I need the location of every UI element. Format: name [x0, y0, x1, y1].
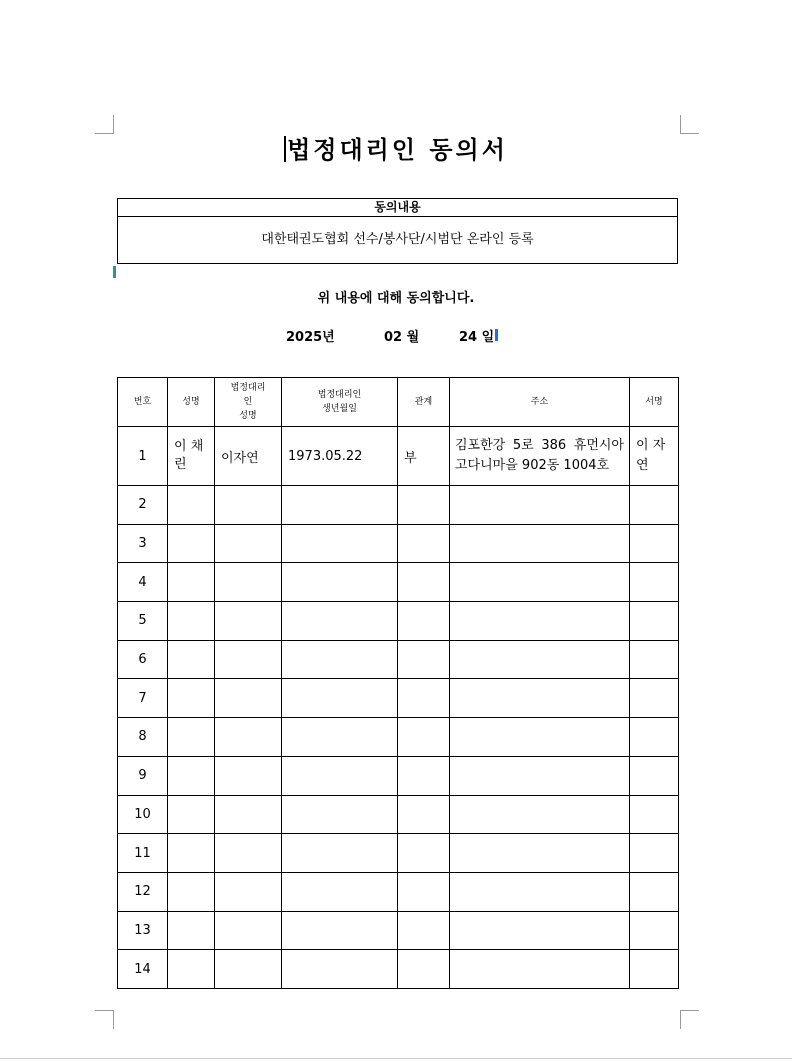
row-relation[interactable] [398, 834, 450, 873]
table-row [118, 718, 679, 757]
row-number: 10 [118, 795, 168, 834]
row-number: 11 [118, 834, 168, 873]
row-agent-birth[interactable] [282, 834, 398, 873]
row-agent-name[interactable] [215, 640, 282, 679]
row-agent-name[interactable] [215, 718, 282, 757]
row-signature-line2: 연 [636, 458, 649, 473]
row-relation[interactable] [398, 486, 450, 525]
row-number: 13 [118, 911, 168, 950]
table-header-row [118, 378, 679, 427]
row-name[interactable] [168, 486, 215, 525]
row-name[interactable] [168, 640, 215, 679]
row-address[interactable] [450, 563, 630, 602]
date-day-text: 24 일 [459, 330, 495, 345]
header-address: 주소 [450, 378, 630, 427]
row-signature[interactable] [630, 872, 679, 911]
header-agent-name [215, 378, 282, 427]
row-agent-name[interactable] [215, 679, 282, 718]
row-signature[interactable] [630, 795, 679, 834]
header-agent-name-line1: 법정대리 [230, 383, 266, 393]
header-agent-name-line3: 성명 [239, 411, 257, 421]
row-agent-name[interactable]: 이자연 [215, 427, 282, 486]
row-name[interactable] [168, 563, 215, 602]
insertion-marker [495, 329, 498, 341]
header-signature: 서명 [630, 378, 679, 427]
row-signature[interactable] [630, 640, 679, 679]
row-number: 14 [118, 950, 168, 989]
row-name[interactable] [168, 524, 215, 563]
header-agent-birth-line2: 생년월일 [322, 404, 357, 414]
row-address[interactable]: 김포한강 5로 386 휴먼시아 고다니마을 902동 1004호 [450, 427, 630, 486]
row-signature[interactable] [630, 834, 679, 873]
agree-statement: 위 내용에 대해 동의합니다. [317, 291, 475, 306]
row-signature[interactable] [630, 427, 679, 486]
row-signature[interactable] [630, 950, 679, 989]
row-signature-line1: 이 자 [636, 438, 666, 453]
row-name[interactable] [168, 756, 215, 795]
table-row [118, 640, 679, 679]
row-address[interactable] [450, 640, 630, 679]
row-agent-birth[interactable] [282, 756, 398, 795]
date-month: 02 월 [384, 330, 420, 345]
table-row [118, 524, 679, 563]
text-cursor [284, 136, 286, 162]
row-address[interactable] [450, 795, 630, 834]
margin-corner-bottom-left [95, 1010, 114, 1029]
row-number: 9 [118, 756, 168, 795]
row-address[interactable] [450, 718, 630, 757]
date-year: 2025년 [286, 330, 335, 345]
document-title[interactable] [0, 130, 792, 165]
row-name[interactable] [168, 911, 215, 950]
header-number: 번호 [118, 378, 168, 427]
row-name[interactable] [168, 795, 215, 834]
row-relation[interactable] [398, 756, 450, 795]
row-agent-name[interactable] [215, 602, 282, 641]
row-relation[interactable]: 부 [398, 427, 450, 486]
row-name[interactable] [168, 718, 215, 757]
row-agent-name[interactable] [215, 950, 282, 989]
row-name[interactable] [168, 679, 215, 718]
row-address[interactable] [450, 756, 630, 795]
row-signature[interactable] [630, 756, 679, 795]
row-name-line2: 린 [174, 457, 187, 472]
row-agent-birth[interactable] [282, 640, 398, 679]
paragraph-mark [113, 266, 116, 278]
table-row [118, 427, 679, 486]
table-row [118, 911, 679, 950]
row-signature[interactable] [630, 486, 679, 525]
row-relation[interactable] [398, 602, 450, 641]
row-address[interactable] [450, 872, 630, 911]
row-relation[interactable] [398, 679, 450, 718]
header-agent-birth-line1: 법정대리인 [317, 390, 362, 400]
row-relation[interactable] [398, 872, 450, 911]
margin-corner-bottom-right [680, 1010, 699, 1029]
row-number: 6 [118, 640, 168, 679]
row-agent-name[interactable] [215, 834, 282, 873]
row-address[interactable] [450, 834, 630, 873]
row-name[interactable] [168, 872, 215, 911]
header-relation: 관계 [398, 378, 450, 427]
row-name[interactable] [168, 427, 215, 486]
row-relation[interactable] [398, 524, 450, 563]
row-agent-name[interactable] [215, 486, 282, 525]
row-agent-name[interactable] [215, 872, 282, 911]
row-name[interactable] [168, 834, 215, 873]
row-address[interactable] [450, 524, 630, 563]
header-agent-name-line2: 인 [243, 397, 253, 407]
row-address[interactable] [450, 950, 630, 989]
row-signature[interactable] [630, 563, 679, 602]
row-agent-birth[interactable] [282, 563, 398, 602]
row-number: 7 [118, 679, 168, 718]
row-number: 4 [118, 563, 168, 602]
row-agent-birth[interactable] [282, 524, 398, 563]
row-agent-birth[interactable] [282, 911, 398, 950]
consent-box-body: 대한태권도협회 선수/봉사단/시범단 온라인 등록 [261, 232, 534, 247]
row-address[interactable] [450, 911, 630, 950]
row-agent-name[interactable] [215, 563, 282, 602]
row-address[interactable] [450, 679, 630, 718]
row-signature[interactable] [630, 911, 679, 950]
row-number: 12 [118, 872, 168, 911]
row-signature[interactable] [630, 602, 679, 641]
table-row [118, 795, 679, 834]
row-number: 3 [118, 524, 168, 563]
row-agent-name[interactable] [215, 795, 282, 834]
page-bottom-edge [0, 1058, 792, 1059]
document-title-text: 법정대리인 동의서 [287, 136, 508, 164]
row-agent-birth[interactable] [282, 679, 398, 718]
table-row [118, 834, 679, 873]
row-relation[interactable] [398, 911, 450, 950]
row-agent-name[interactable] [215, 524, 282, 563]
consent-box-header: 동의내용 [118, 199, 677, 217]
row-relation[interactable] [398, 563, 450, 602]
row-agent-birth[interactable] [282, 950, 398, 989]
row-agent-birth[interactable] [282, 718, 398, 757]
row-agent-birth[interactable]: 1973.05.22 [282, 427, 398, 486]
row-signature[interactable] [630, 679, 679, 718]
consent-box [117, 198, 678, 264]
table-row [118, 756, 679, 795]
row-number: 2 [118, 486, 168, 525]
row-name[interactable] [168, 602, 215, 641]
header-agent-birth [282, 378, 398, 427]
guardian-roster-table [117, 377, 679, 989]
row-number: 8 [118, 718, 168, 757]
table-row [118, 950, 679, 989]
row-agent-name[interactable] [215, 756, 282, 795]
row-relation[interactable] [398, 950, 450, 989]
row-signature[interactable] [630, 718, 679, 757]
row-agent-birth[interactable] [282, 872, 398, 911]
row-signature[interactable] [630, 524, 679, 563]
row-number: 1 [118, 427, 168, 486]
row-agent-birth[interactable] [282, 795, 398, 834]
row-relation[interactable] [398, 718, 450, 757]
table-row [118, 486, 679, 525]
row-agent-name[interactable] [215, 911, 282, 950]
row-name-line1: 이 채 [174, 439, 204, 454]
row-address[interactable] [450, 602, 630, 641]
table-row [118, 602, 679, 641]
row-name[interactable] [168, 950, 215, 989]
table-row [118, 872, 679, 911]
date-day [459, 329, 498, 347]
table-row [118, 563, 679, 602]
row-address[interactable] [450, 486, 630, 525]
table-row [118, 679, 679, 718]
row-number: 5 [118, 602, 168, 641]
row-agent-birth[interactable] [282, 486, 398, 525]
row-relation[interactable] [398, 640, 450, 679]
row-agent-birth[interactable] [282, 602, 398, 641]
header-name: 성명 [168, 378, 215, 427]
row-relation[interactable] [398, 795, 450, 834]
